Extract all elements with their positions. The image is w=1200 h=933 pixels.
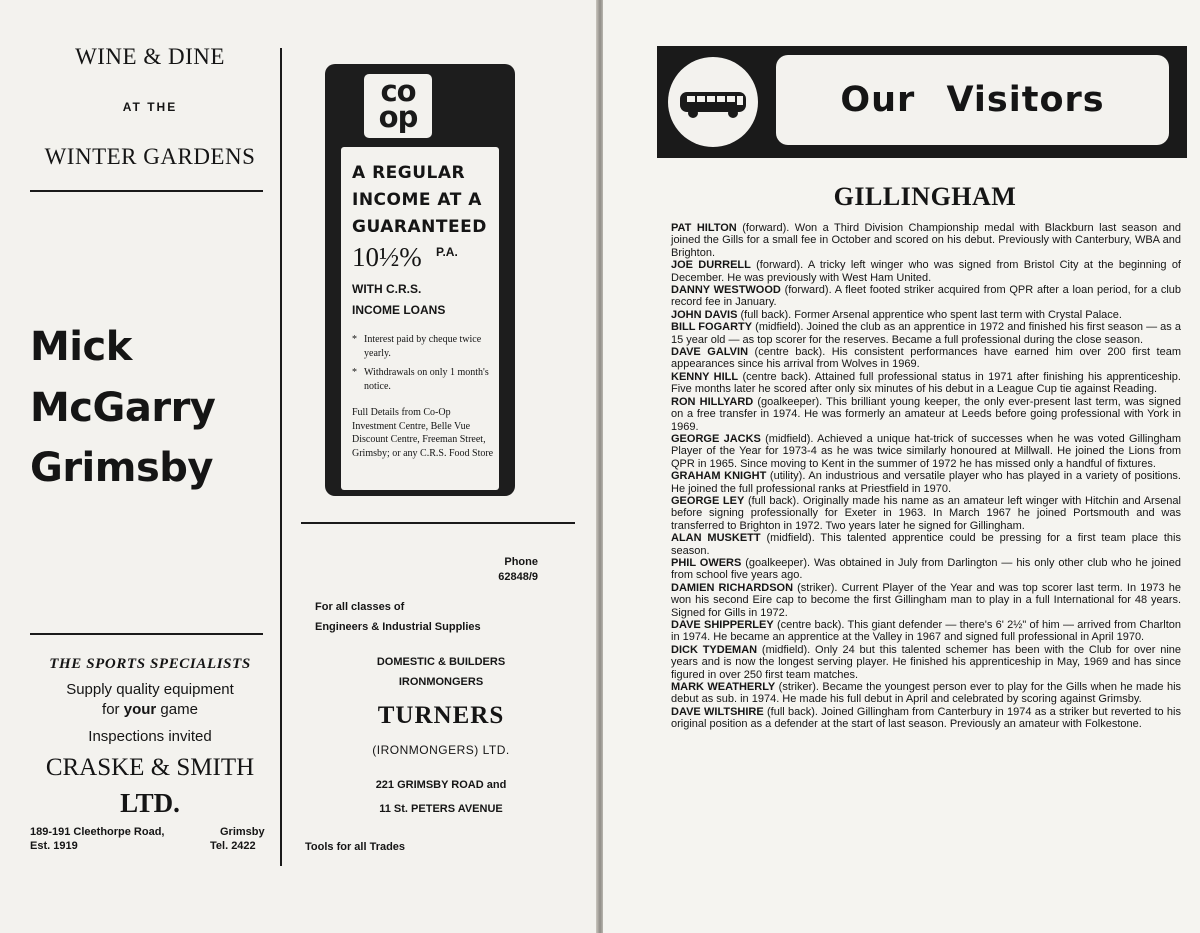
player-name: BILL FOGARTY <box>671 321 753 334</box>
player-bio: (full back). Originally made his name as an amateur left winger with Hitchin and Arsenal before signing professionally for Exeter in 1963. In March 1967 he joined Portsmouth and was transferred to Brighton in 1972. Two years later he signed for Gillingham. <box>671 494 1181 532</box>
player-bio: (striker). Current Player of the Year and was top scorer last term. In 1973 he won his second Eire cap to become the first Gillingham man to play in a full International for 48 years. Signed for Gills in 1972. <box>671 581 1182 619</box>
coop-head-2: INCOME AT A <box>352 190 482 210</box>
player-name: RON HILLYARD <box>671 395 754 408</box>
player-entry <box>671 396 1181 433</box>
player-name: DAMIEN RICHARDSON <box>671 581 794 594</box>
player-bio: (forward). A tricky left winger who was signed from Bristol City at the beginning of December. He was previously with West Ham United. <box>671 259 1181 284</box>
player-bio: (full back). Former Arsenal apprentice who spent last term with Crystal Palace. <box>737 308 1122 321</box>
craske-est: Est. 1919 <box>30 840 78 852</box>
turners-line-2: Engineers & Industrial Supplies <box>315 621 481 633</box>
craske-town: Grimsby <box>220 826 265 838</box>
coop-bullet-2 <box>352 366 494 393</box>
player-entry <box>671 222 1181 259</box>
player-entry <box>671 470 1181 495</box>
coop-logo-bottom: op <box>378 100 418 134</box>
player-bio: (goalkeeper). Was obtained in July from Darlington — his only other club who he joined from school five years ago. <box>671 556 1181 582</box>
player-entry <box>671 346 1181 371</box>
sports-line-2-bold: your <box>123 701 157 718</box>
player-entry <box>671 532 1181 557</box>
bus-badge <box>668 57 758 147</box>
coop-with-1: WITH C.R.S. <box>352 282 422 296</box>
coop-details: Full Details from Co-Op Investment Centre, Belle Vue Discount Centre, Freeman Street, Grimsby; or any C.R.S. Food Store <box>352 407 494 459</box>
coop-logo-top: co <box>380 74 416 108</box>
player-entry <box>671 433 1181 470</box>
coop-head-3: GUARANTEED <box>352 217 487 237</box>
player-entry <box>671 495 1181 532</box>
bullet-marker: * <box>352 367 357 378</box>
player-entry <box>671 557 1181 582</box>
turners-phone-number: 62848/9 <box>498 571 538 583</box>
craske-smith-name: CRASKE & SMITH <box>45 754 255 781</box>
turners-line-1: For all classes of <box>315 601 405 613</box>
player-name: KENNY HILL <box>671 370 739 383</box>
turners-address-1: 221 GRIMSBY ROAD and <box>375 779 507 791</box>
coop-bullet-1 <box>352 333 494 360</box>
turners-tagline: Tools for all Trades <box>305 841 406 853</box>
visitors-title: Our Visitors <box>840 80 1105 120</box>
turners-name: TURNERS <box>377 702 505 729</box>
player-name: GEORGE JACKS <box>671 432 761 445</box>
left-page <box>0 0 598 933</box>
player-bio: (midfield). This talented apprentice could be pressing for a first team place this season. <box>671 532 1181 557</box>
winter-gardens-title: WINTER GARDENS <box>44 144 256 169</box>
coop-pa: P.A. <box>436 245 458 259</box>
player-bio: (centre back). Attained full professional status in 1971 after finishing his apprenticeship. Five months later he scored after only six minutes of his debut in a League Cup tie against Reading. <box>671 370 1181 396</box>
sports-line-3: Inspections invited <box>88 728 212 745</box>
sports-line-2 <box>30 701 270 718</box>
craske-tel: Tel. 2422 <box>210 840 256 852</box>
player-bio: (goalkeeper). This brilliant young keeper, the only ever-present last term, was signed on a free transfer in 1974. He was formerly an amateur at Leeds before going professional with York in 1969. <box>671 395 1182 433</box>
craske-address: 189-191 Cleethorpe Road, <box>30 826 165 838</box>
coop-bullet-2-text: Withdrawals on only 1 month's notice. <box>364 367 489 392</box>
turners-line-3: DOMESTIC & BUILDERS <box>376 656 506 668</box>
mick-line-2: McGarry <box>30 385 216 431</box>
sports-heading: THE SPORTS SPECIALISTS <box>49 656 251 672</box>
mick-line-3: Grimsby <box>30 445 213 491</box>
player-list <box>671 222 1181 731</box>
coop-head-1: A REGULAR <box>352 163 466 183</box>
craske-smith-ltd: LTD. <box>120 788 180 818</box>
player-bio: (full back). Joined Gillingham from Canterbury in 1974 as a striker but reverted to his original position as a defender at the start of last season. Previously an amateur with Folkestone. <box>671 705 1181 731</box>
player-name: DAVE SHIPPERLEY <box>671 619 774 631</box>
wine-dine-title: WINE & DINE <box>75 44 225 69</box>
player-name: DICK TYDEMAN <box>671 643 758 656</box>
player-name: PHIL OWERS <box>671 556 742 569</box>
player-entry <box>671 284 1181 309</box>
player-name: JOE DURRELL <box>671 259 751 272</box>
turners-ltd: (IRONMONGERS) LTD. <box>372 743 510 757</box>
player-bio: (utility). An industrious and versatile player who has played in a variety of positions. He joined the full professional ranks at Priestfield in 1970. <box>671 470 1181 495</box>
sports-line-1: Supply quality equipment <box>66 681 234 698</box>
player-entry <box>671 371 1181 396</box>
player-entry <box>671 644 1181 681</box>
player-name: GRAHAM KNIGHT <box>671 470 767 483</box>
bullet-marker: * <box>352 334 357 345</box>
club-name: GILLINGHAM <box>833 182 1017 211</box>
player-name: GEORGE LEY <box>671 494 745 507</box>
player-bio: (centre back). His consistent performances have earned him over 200 first team appearances since his arrival from Wolves in 1969. <box>671 346 1181 371</box>
turners-address-2: 11 St. PETERS AVENUE <box>379 803 503 815</box>
column-divider <box>280 48 282 866</box>
divider <box>301 522 575 524</box>
coop-rate: 10½% <box>352 242 422 272</box>
sports-line-2-pre: for <box>102 701 124 718</box>
sports-line-2-post: game <box>156 701 198 718</box>
player-entry <box>671 706 1181 731</box>
coop-bullet-1-text: Interest paid by cheque twice yearly. <box>364 334 482 359</box>
divider <box>30 190 263 192</box>
bus-icon <box>668 57 758 147</box>
player-entry <box>671 681 1181 706</box>
mick-line-1: Mick <box>30 324 132 370</box>
player-entry <box>671 259 1181 284</box>
divider <box>30 633 263 635</box>
at-the-text: AT THE <box>122 100 178 114</box>
player-bio: (striker). Became the youngest person ever to play for the Gills when he made his debut as sub. in 1974. He made his full debut in April and celebrated by scoring against Grimsby. <box>671 681 1182 706</box>
player-name: JOHN DAVIS <box>671 308 738 321</box>
turners-line-4: IRONMONGERS <box>398 676 484 688</box>
player-bio: (midfield). Joined the club as an apprentice in 1972 and finished his first season — as a 15 year old — as top scorer for the reserves. Became a full professional during the close season. <box>671 321 1181 346</box>
player-entry <box>671 619 1181 644</box>
player-bio: (centre back). This giant defender — there's 6' 2½" of him — arrived from Charlton in 1974. He became an apprentice at the Valley in 1967 and signed full professional in April 1970. <box>671 619 1181 644</box>
player-bio: (forward). A fleet footed striker acquired from QPR after a loan period, for a club record fee in January. <box>671 284 1181 309</box>
player-entry <box>671 582 1181 619</box>
player-entry <box>671 309 1181 321</box>
player-name: DAVE WILTSHIRE <box>671 705 764 718</box>
coop-with-2: INCOME LOANS <box>352 303 446 317</box>
player-name: PAT HILTON <box>671 222 737 234</box>
player-name: DANNY WESTWOOD <box>671 284 781 297</box>
coop-logo <box>364 74 432 138</box>
player-bio: (midfield). Only 24 but this talented schemer has been with the Club for over nine years and is now the longest serving player. He finished his apprenticeship in May, 1969 and has since figured in over 250 first team matches. <box>671 643 1181 681</box>
player-name: DAVE GALVIN <box>671 346 749 359</box>
player-bio: (midfield). Achieved a unique hat-trick of successes when he was voted Gillingham Player of the Year for 1973-4 as he was twice similarly honoured at Millwall. He joined the Lions from QPR in 1965. Since moving to Kent in the summer of 1972 he has missed only a handful of fixtures. <box>671 432 1181 470</box>
player-name: ALAN MUSKETT <box>671 532 761 545</box>
turners-phone-label: Phone <box>504 556 538 568</box>
player-entry <box>671 321 1181 346</box>
player-name: MARK WEATHERLY <box>671 681 776 694</box>
player-bio: (forward). Won a Third Division Championship medal with Blackburn last season and joined the Gills for a small fee in October and scored on his debut. Previously with Canterbury, WBA and Brighton. <box>671 222 1181 259</box>
